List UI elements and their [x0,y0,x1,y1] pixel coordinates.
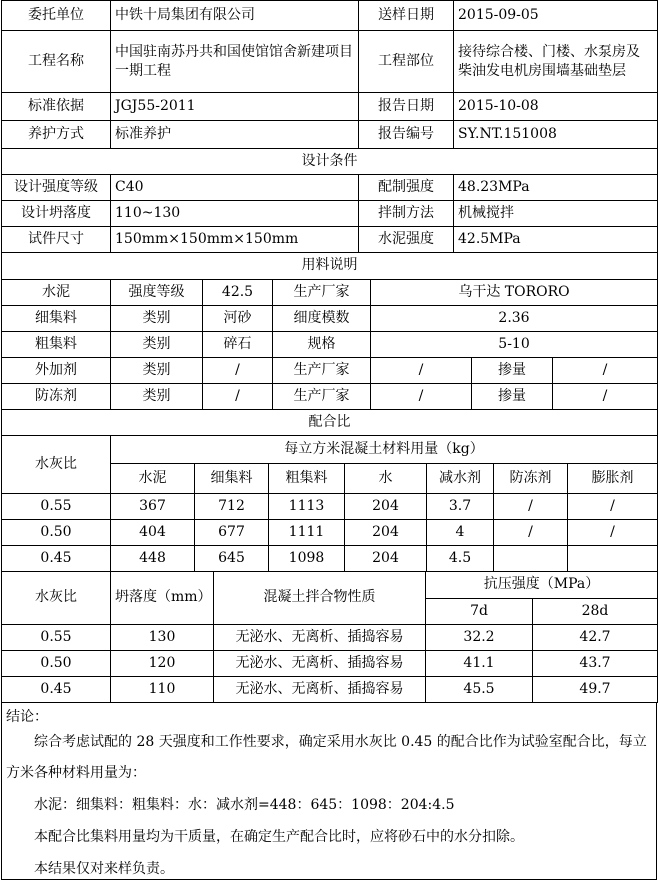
material-val1: 42.5 [203,279,273,305]
material-row [2,279,658,305]
mix-cement: 367 [111,494,195,520]
material-val3: / [553,357,658,383]
property-label: 混凝土拌合物性质 [214,572,426,624]
design-grade-label: 设计强度等级 [2,175,111,201]
material-name: 外加剂 [2,357,111,383]
material-val2: / [371,383,472,409]
strength-row [2,650,658,676]
cement-strength-value: 42.5MPa [454,227,658,253]
design-grade-value: C40 [111,175,359,201]
strength-wc: 0.45 [2,676,111,702]
mix-water: 204 [345,546,427,572]
mix-coarse: 1113 [269,494,345,520]
sample-date-value: 2015-09-05 [454,1,658,31]
col-water: 水 [345,464,427,494]
comp-strength-label: 抗压强度（MPa） [426,572,658,598]
material-key2: 生产厂家 [273,383,371,409]
material-key1: 类别 [111,305,203,331]
materials-table [1,253,658,410]
strength-slump-label: 坍落度（mm） [111,572,214,624]
mix-fine: 677 [195,520,269,546]
col-expansive: 膨胀剂 [568,464,658,494]
material-key2: 规格 [273,331,371,357]
conclusion-cell [2,703,657,880]
info-table [1,0,658,253]
conclusion-paragraph-3: 本配合比集料用量均为干质量，在确定生产配合比时，应将砂石中的水分扣除。 [34,828,524,845]
materials-section-title: 用料说明 [2,253,658,279]
mix-expansive: / [568,494,658,520]
mixing-label: 拌制方法 [359,201,454,227]
report-date-value: 2015-10-08 [454,93,658,121]
col-reducer: 减水剂 [427,464,494,494]
d28-label: 28d [533,598,658,624]
material-name: 防冻剂 [2,383,111,409]
mix-coarse: 1098 [269,546,345,572]
mix-antifreeze [494,546,568,572]
mix-row [2,546,658,572]
standard-label: 标准依据 [2,93,111,121]
specimen-value: 150mm×150mm×150mm [111,227,359,253]
prep-strength-label: 配制强度 [359,175,454,201]
material-name: 水泥 [2,279,111,305]
material-name: 粗集料 [2,331,111,357]
cement-strength-label: 水泥强度 [359,227,454,253]
design-slump-label: 设计坍落度 [2,201,111,227]
strength-wc-label: 水灰比 [2,572,111,624]
strength-d28: 42.7 [533,624,658,650]
mix-antifreeze: / [494,494,568,520]
client-value: 中铁十局集团有限公司 [111,1,359,31]
mix-antifreeze: / [494,520,568,546]
conclusion-paragraph-2: 水泥：细集料：粗集料：水：减水剂=448：645：1098：204:4.5 [34,796,455,813]
material-key2: 细度模数 [273,305,371,331]
project-value: 中国驻南苏丹共和国使馆馆舍新建项目一期工程 [111,31,359,93]
material-val2: 5-10 [371,331,658,357]
conclusion-table [1,703,657,880]
material-row [2,305,658,331]
prep-strength-value: 48.23MPa [454,175,658,201]
strength-wc: 0.55 [2,624,111,650]
mix-expansive: / [568,520,658,546]
conclusion-label: 结论： [6,708,48,725]
material-val3: / [553,383,658,409]
report-date-label: 报告日期 [359,93,454,121]
mix-water: 204 [345,494,427,520]
material-row [2,383,658,409]
sample-date-label: 送样日期 [359,1,454,31]
mix-table [1,410,658,573]
material-name: 细集料 [2,305,111,331]
col-antifreeze: 防冻剂 [494,464,568,494]
mix-coarse: 1111 [269,520,345,546]
mix-fine: 712 [195,494,269,520]
strength-property: 无泌水、无离析、插捣容易 [214,624,426,650]
mix-row [2,494,658,520]
mixing-value: 机械搅拌 [454,201,658,227]
mix-wc-label: 水灰比 [2,436,111,494]
mix-section-title: 配合比 [2,410,658,436]
material-val2: / [371,357,472,383]
mix-reducer: 4.5 [427,546,494,572]
material-val1: / [203,383,273,409]
mix-reducer: 3.7 [427,494,494,520]
col-cement: 水泥 [111,464,195,494]
material-key1: 类别 [111,331,203,357]
strength-row [2,676,658,702]
report-no-label: 报告编号 [359,121,454,149]
material-key3: 掺量 [472,357,553,383]
mix-usage-title: 每立方米混凝土材料用量（kg） [111,436,658,464]
col-fine: 细集料 [195,464,269,494]
strength-d28: 49.7 [533,676,658,702]
material-key1: 强度等级 [111,279,203,305]
curing-label: 养护方式 [2,121,111,149]
strength-d28: 43.7 [533,650,658,676]
material-key1: 类别 [111,357,203,383]
part-value: 接待综合楼、门楼、水泵房及柴油发电机房围墙基础垫层 [454,31,658,93]
mix-water: 204 [345,520,427,546]
mix-reducer: 4 [427,520,494,546]
design-slump-value: 110~130 [111,201,359,227]
standard-value: JGJ55-2011 [111,93,359,121]
material-val2: 2.36 [371,305,658,331]
strength-slump: 110 [111,676,214,702]
conclusion-paragraph-4: 本结果仅对来样负责。 [34,860,174,877]
strength-property: 无泌水、无离析、插捣容易 [214,650,426,676]
specimen-label: 试件尺寸 [2,227,111,253]
mix-cement: 404 [111,520,195,546]
curing-value: 标准养护 [111,121,359,149]
material-key3: 掺量 [472,383,553,409]
material-val1: 河砂 [203,305,273,331]
material-key1: 类别 [111,383,203,409]
strength-wc: 0.50 [2,650,111,676]
strength-table [1,572,658,703]
d7-label: 7d [426,598,533,624]
part-label: 工程部位 [359,31,454,93]
conclusion-paragraph-1: 综合考虑试配的 28 天强度和工作性要求，确定采用水灰比 0.45 的配合比作为试验室配合比，每立方米各种材料用量为： [6,733,647,781]
material-row [2,357,658,383]
material-val1: 碎石 [203,331,273,357]
strength-d7: 41.1 [426,650,533,676]
design-section-title: 设计条件 [2,149,658,175]
mix-cement: 448 [111,546,195,572]
strength-property: 无泌水、无离析、插捣容易 [214,676,426,702]
strength-row [2,624,658,650]
mix-wc: 0.55 [2,494,111,520]
strength-slump: 120 [111,650,214,676]
col-coarse: 粗集料 [269,464,345,494]
material-key2: 生产厂家 [273,279,371,305]
material-val2: 乌干达 TORORO [371,279,658,305]
mix-fine: 645 [195,546,269,572]
mix-row [2,520,658,546]
strength-d7: 45.5 [426,676,533,702]
mix-wc: 0.50 [2,520,111,546]
report-no-value: SY.NT.151008 [454,121,658,149]
mix-expansive [568,546,658,572]
material-val1: / [203,357,273,383]
strength-d7: 32.2 [426,624,533,650]
strength-slump: 130 [111,624,214,650]
material-row [2,331,658,357]
project-label: 工程名称 [2,31,111,93]
material-key2: 生产厂家 [273,357,371,383]
mix-wc: 0.45 [2,546,111,572]
client-label: 委托单位 [2,1,111,31]
